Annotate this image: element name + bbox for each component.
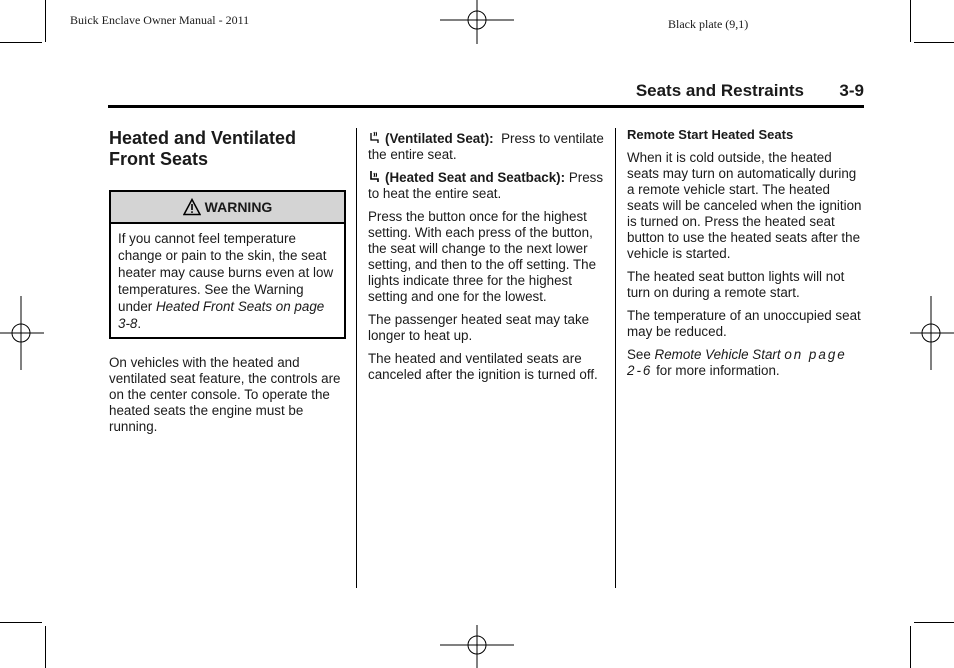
column-2 — [368, 131, 606, 383]
paragraph: The passenger heated seat may take longer to heat up. — [368, 312, 590, 343]
warning-triangle-icon — [183, 198, 201, 216]
registration-mark-left — [0, 296, 44, 370]
cross-reference-link: Remote Vehicle Start — [654, 347, 781, 362]
paragraph: On vehicles with the heated and ventilated seat feature, the controls are on the center console. To operate the heated seats the engine must be running. — [109, 355, 341, 434]
column-divider — [356, 128, 357, 588]
heated-seat-icon — [368, 170, 382, 184]
column-divider — [615, 128, 616, 588]
warning-header — [111, 192, 344, 224]
column-1 — [109, 128, 347, 435]
heated-seat-entry: (Heated Seat and Seatback): Press to heat the entire seat. — [368, 170, 604, 201]
running-header-left: Buick Enclave Owner Manual - 2011 — [70, 13, 250, 27]
column-3 — [627, 127, 865, 379]
paragraph: See Remote Vehicle Start on page 2-6 for more information. — [627, 347, 847, 378]
section-title: Seats and Restraints — [635, 81, 804, 100]
warning-label: WARNING — [204, 199, 273, 215]
running-header-right: Black plate (9,1) — [668, 17, 749, 31]
registration-mark-right — [910, 296, 954, 370]
warning-text: If you cannot feel temperature change or pain to the skin, the seat heater may cause burns even at low temperatures. See the Warning under Heated Front Seats on page 3-8. — [118, 231, 334, 331]
ventilated-seat-entry: (Ventilated Seat): Press to ventilate the entire seat. — [368, 131, 604, 162]
ventilated-seat-icon — [368, 131, 382, 145]
subheading: Remote Start Heated Seats — [627, 127, 794, 142]
section-heading: Heated and Ventilated Front Seats — [109, 128, 297, 169]
registration-mark-bottom — [440, 625, 514, 668]
paragraph: The heated and ventilated seats are canceled after the ignition is turned off. — [368, 351, 598, 382]
registration-mark-top — [440, 0, 514, 44]
cross-reference-link: Heated Front Seats on page 3-8 — [118, 299, 325, 331]
section-header — [108, 81, 864, 108]
paragraph: The heated seat button lights will not turn on during a remote start. — [627, 269, 845, 300]
warning-box — [109, 190, 346, 339]
paragraph: When it is cold outside, the heated seats may turn on automatically during a remote vehicle start. The heated seats will be canceled when the ignition is turned on. Press the heated seat button to use the heated seats after the vehicle is started. — [627, 150, 862, 261]
paragraph: Press the button once for the highest setting. With each press of the button, the seat will change to the next lower setting, and then to the off setting. The lights indicate three for the highest setting and one for the lowest. — [368, 209, 597, 304]
page-number: 3-9 — [839, 81, 864, 100]
paragraph: The temperature of an unoccupied seat may be reduced. — [627, 308, 861, 339]
